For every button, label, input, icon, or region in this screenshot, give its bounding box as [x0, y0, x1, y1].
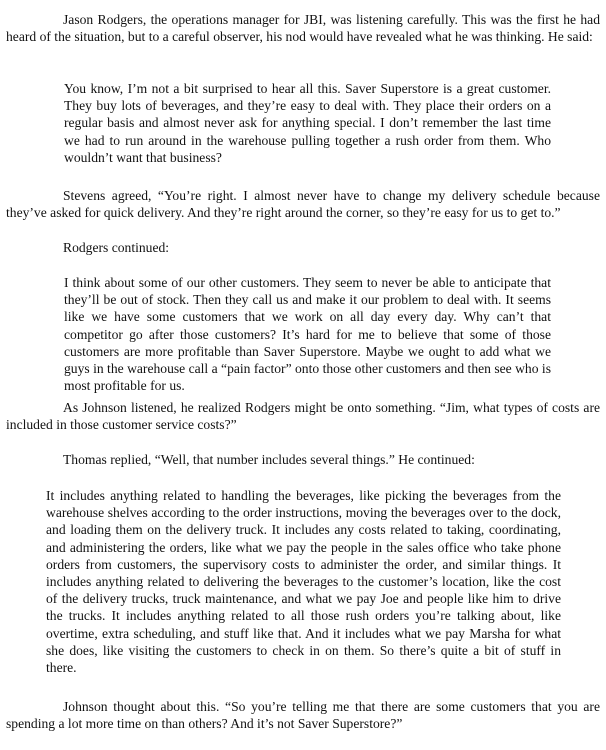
paragraph-johnson-listened: As Johnson listened, he realized Rodgers might be onto something. “Jim, what types of costs are included in those customer service costs?” [6, 400, 600, 433]
quote-rodgers-other-customers: I think about some of our other customers. They seem to never be able to anticipate that they’ll be out of stock. Then they call us and make it our problem to deal with. It seems like we have some customers that we work on all day every day. Why can’t that competitor go after those customers? It’s hard for me to believe that some of those customers are more profitable than Saver Superstore. Maybe we ought to add what we guys in the warehouse call a “pain factor” onto those other customers and then see who is most profitable for us. [64, 275, 551, 394]
paragraph-johnson-thought: Johnson thought about this. “So you’re telling me that there are some customers that you are spending a lot more time on than others? And it’s not Saver Superstore?” [6, 699, 600, 732]
paragraph-stevens-agreed: Stevens agreed, “You’re right. I almost never have to change my delivery schedule because they’ve asked for quick delivery. And they’re right around the corner, so they’re easy for us to get to.” [6, 188, 600, 221]
paragraph-rodgers-intro: Jason Rodgers, the operations manager for JBI, was listening carefully. This was the first he had heard of the situation, but to a careful observer, his nod would have revealed what he was thinking. He said: [6, 12, 600, 45]
paragraph-thomas-replied: Thomas replied, “Well, that number includes several things.” He continued: [63, 452, 475, 467]
paragraph-rodgers-continued: Rodgers continued: [63, 240, 170, 255]
quote-thomas-cost-list: It includes anything related to handling the beverages, like picking the beverages from the warehouse shelves according to the order instructions, moving the beverages over to the dock, and loading them on the delivery truck. It includes any costs related to taking, coordinating, and administering the orders, like what we pay the people in the sales office who take phone orders from customers, the supervisory costs to administer the order, and similar things. It includes anything related to delivering the beverages to the customer’s location, like the cost of the delivery trucks, truck maintenance, and what we pay Joe and people like him to drive the trucks. It includes anything related to all those rush orders you’re talking about, like overtime, extra scheduling, and stuff like that. And it includes what we pay Marsha for what she does, like visiting the customers to check in on them. So there’s quite a bit of stuff in there. [46, 488, 561, 676]
quote-rodgers-saver: You know, I’m not a bit surprised to hear all this. Saver Superstore is a great customer. They buy lots of beverages, and they’re easy to deal with. They place their orders on a regular basis and almost never ask for anything special. I don’t remember the last time we had to run around in the warehouse pulling together a rush order from them. Who wouldn’t want that business? [64, 81, 551, 165]
